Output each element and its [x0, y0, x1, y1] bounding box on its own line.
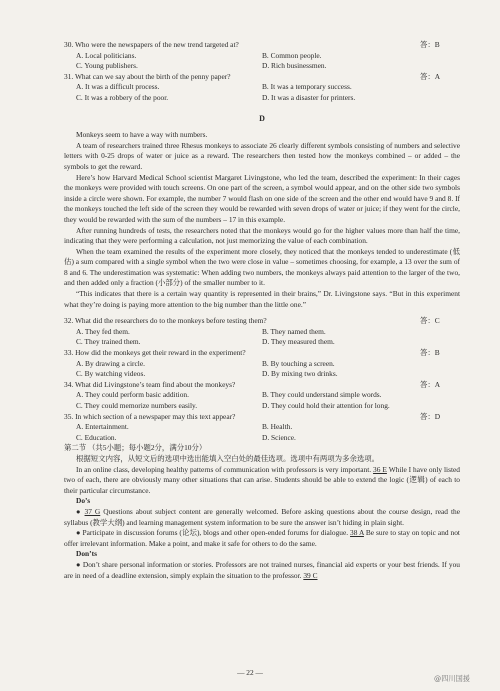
option-a: A. Local politicians.: [76, 50, 137, 60]
option-d: D. They could hold their attention for long.: [262, 401, 390, 410]
question-31: [64, 72, 460, 104]
part-two-section: [64, 443, 460, 581]
option-c: C. They trained them.: [76, 337, 141, 347]
option-d: D. They measured them.: [262, 337, 335, 347]
option-c: C. Education.: [76, 432, 117, 442]
part-two-instruction: 根据短文内容，从短文后的选项中选出能填入空白处的最佳选项。选项中有两项为多余选项。: [76, 453, 380, 463]
option-a: A. By drawing a circle.: [76, 358, 145, 368]
option-d: D. It was a disaster for printers.: [262, 92, 356, 102]
question-35: [64, 412, 460, 444]
option-d: D. By mixing two drinks.: [262, 369, 338, 379]
question-stem: 32. What did the researchers do to the monkeys before testing them?: [64, 316, 267, 326]
option-a: A. They could perform basic addition.: [76, 390, 189, 400]
part-two-heading: 第二节 （共5小题；每小题2分，满分10分）: [64, 443, 207, 453]
bullet-icon: ●: [76, 506, 82, 516]
passage-paragraph: When the team examined the results of the experiment more closely, they noticed that the monkeys tended to underestimate (低估) a sum compared with a single symbol when the two were close in value – sometimes choosing, for example, a 13 over the sum of 8 and 6. The underestimation was systematic: When adding two numbers, the monkeys always paid attention to the larger of the two, and then added only a fraction (小部分) of the smaller number to it.: [64, 246, 460, 288]
option-c: C. It was a robbery of the poor.: [76, 92, 169, 102]
dos-bullet-2: [64, 528, 460, 549]
question-stem: 34. What did Livingstone’s team find about the monkeys?: [64, 379, 236, 389]
bullet-text: Questions about subject content are generally welcomed. Before asking questions about the course design, read the syllabus (教学大纲) and learning management system information to be sure the answer isn’t hiding in plain sight.: [64, 506, 460, 527]
question-34: [64, 380, 460, 412]
option-b: B. It was a temporary success.: [262, 82, 352, 92]
bullet-text: Be sure to stay on topic and not offer irrelevant information. Make a point, and make it safe for others to do the same.: [64, 528, 460, 548]
page-number: — 22 —: [237, 668, 263, 677]
donts-heading: Don’ts: [76, 549, 97, 559]
question-stem: 31. What can we say about the birth of the penny paper?: [64, 71, 231, 81]
question-stem: 35. In which section of a newspaper may this text appear?: [64, 411, 236, 421]
question-30: [64, 40, 460, 72]
option-c: C. They could memorize numbers easily.: [76, 401, 198, 410]
question-stem: 30. Who were the newspapers of the new trend targeted at?: [64, 40, 239, 49]
dos-bullet-1: [64, 507, 460, 528]
cloze-intro: [64, 465, 460, 497]
option-d: D. Rich businessmen.: [262, 61, 327, 71]
blank-36: 36 E: [373, 464, 387, 474]
option-b: B. They could understand simple words.: [262, 390, 382, 400]
option-a: A. Entertainment.: [76, 422, 129, 432]
passage-paragraph: After running hundreds of tests, the researchers noted that the monkeys would go for the higher values more than half the time, indicating that they were performing a calculation, not just memorizing the value of each combination.: [64, 225, 460, 246]
reading-passage: [64, 130, 460, 310]
passage-paragraph: “This indicates that there is a certain way quantity is represented in their brains,” Dr. Livingstone says. “But in this experiment what they’re doing is paying more attention to the big number than the little one.”: [64, 289, 460, 309]
cloze-text: In an online class, developing healthy patterns of communication with professors is very important.: [76, 464, 372, 474]
bullet-text: ● Participate in discussion forums (论坛), blogs and other open-ended forums for dialogue.: [76, 528, 349, 538]
blank-39: 39 C: [303, 570, 318, 580]
section-heading-d: D: [259, 113, 265, 123]
donts-bullet-1: [64, 560, 460, 581]
watermark: @四川国援: [434, 674, 470, 683]
bullet-text: ● Don’t share personal information or stories. Professors are not trained nurses, financial aid experts or your best friends. If you are in need of a deadline extension, simply explain the situation to the professor.: [64, 559, 460, 580]
question-32: [64, 316, 460, 348]
option-a: A. They fed them.: [76, 326, 130, 336]
passage-paragraph: A team of researchers trained three Rhesus monkeys to associate 26 clearly different symbols consisting of numbers and selective letters with 0-25 drops of water or juice as a reward. The researchers then tested how the monkeys combined – or added – the symbols to get the reward.: [64, 140, 460, 171]
option-b: B. Common people.: [262, 50, 322, 60]
blank-37: 37 G: [84, 506, 101, 516]
cloze-text: While I have only listed two of each, there are obviously many other situations that can arise. Students should be able to extend the logic (逻辑) of each to their particular circumstance.: [64, 464, 461, 495]
option-d: D. Science.: [262, 432, 296, 442]
option-b: B. They named them.: [262, 326, 326, 336]
question-33: [64, 348, 460, 380]
answer-key: 答：A: [420, 379, 441, 389]
blank-38: 38 A: [350, 528, 364, 538]
option-c: C. Young publishers.: [76, 61, 138, 71]
answer-key: 答：A: [420, 71, 441, 81]
option-a: A. It was a difficult process.: [76, 82, 160, 92]
dos-heading: Do’s: [76, 496, 91, 506]
answer-key: 答：D: [420, 411, 441, 421]
option-b: B. By touching a screen.: [262, 358, 335, 368]
passage-paragraph: Here’s how Harvard Medical School scientist Margaret Livingstone, who led the team, described the experiment: In their cages the monkeys were provided with touch screens. On one part of the screen, a symbol would appear, and on the other side two symbols inside a circle were shown. For example, the number 7 would flash on one side of the screen and the other end would have 9 and 8. If the monkeys touched the left side of the screen they would be rewarded with seven drops of water or juice; if they went for the circle, they would be rewarded with the sum of the numbers – 17 in this example.: [64, 172, 460, 224]
answer-key: 答：B: [420, 40, 440, 49]
answer-key: 答：B: [420, 348, 440, 358]
option-c: C. By watching videos.: [76, 369, 146, 379]
question-stem: 33. How did the monkeys get their reward in the experiment?: [64, 348, 246, 358]
passage-paragraph: Monkeys seem to have a way with numbers.: [76, 130, 208, 140]
option-b: B. Health.: [262, 422, 293, 432]
answer-key: 答：C: [420, 316, 440, 326]
